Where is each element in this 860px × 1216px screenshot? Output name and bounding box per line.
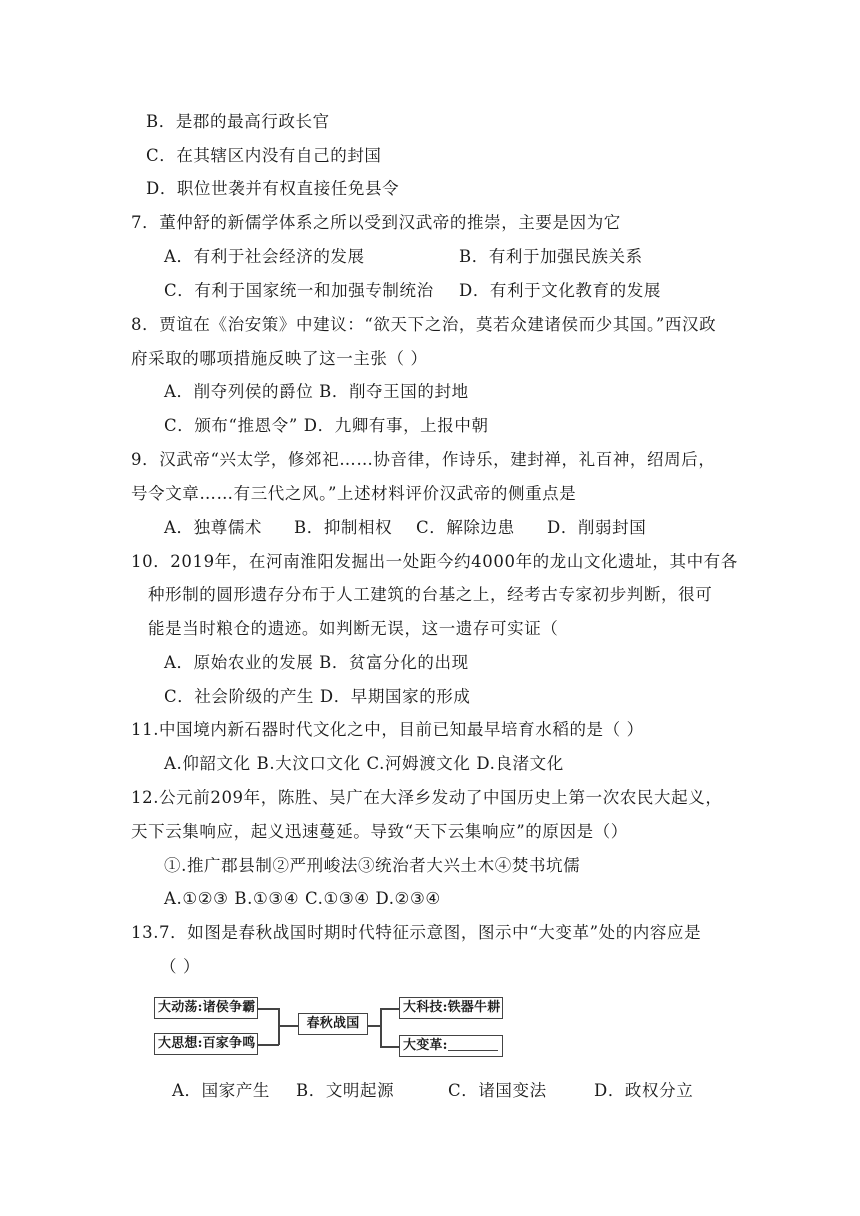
q8-options-ab: A．削夺列侯的爵位 B．削夺王国的封地	[164, 382, 469, 401]
q13-option-b: B．文明起源	[296, 1081, 395, 1100]
q7-option-b: B．有利于加强民族关系	[459, 247, 643, 266]
q12-stem-line2: 天下云集响应，起义迅速蔓延。导致“天下云集响应”的原因是（）	[131, 822, 628, 841]
diagram-connector	[257, 1044, 279, 1046]
q8-stem-line2: 府采取的哪项措施反映了这一主张（ ）	[131, 349, 428, 368]
q12-options: A.①②③ B.①③④ C.①③④ D.②③④	[164, 889, 441, 908]
q9-stem-line1: 9．汉武帝“兴太学，修郊祀……协音律，作诗乐，建封禅，礼百神，绍周后，	[131, 450, 716, 469]
q7-option-c: C．有利于国家统一和加强专制统治	[164, 281, 434, 300]
diagram-reform-blank	[448, 1038, 498, 1051]
diagram-reform-label: 大变革:	[403, 1038, 448, 1053]
diagram-connector	[367, 1025, 381, 1027]
diagram-box-turmoil: 大动荡:诸侯争霸	[154, 997, 258, 1019]
q13-option-d: D．政权分立	[594, 1081, 694, 1100]
diagram-connector	[257, 1008, 279, 1010]
q10-stem-line2: 种形制的圆形遗存分布于人工建筑的台基之上，经考古专家初步判断，很可	[148, 585, 713, 604]
diagram-box-thought: 大思想:百家争鸣	[154, 1033, 258, 1055]
q6-option-b: B．是郡的最高行政长官	[146, 112, 330, 131]
q7-option-a: A．有利于社会经济的发展	[164, 247, 365, 266]
q13-option-a: A．国家产生	[172, 1081, 271, 1100]
q11-stem: 11.中国境内新石器时代文化之中，目前已知最早培育水稻的是（ ）	[131, 720, 644, 739]
q9-option-a: A．独尊儒术	[164, 518, 263, 537]
q13-stem: 13.7．如图是春秋战国时期时代特征示意图，图示中“大变革”处的内容应是	[131, 923, 702, 942]
q8-stem-line1: 8．贾谊在《治安策》中建议：“欲天下之治，莫若众建诸侯而少其国。”西汉政	[131, 315, 717, 334]
q13-paren: （ ）	[160, 957, 201, 976]
q9-option-b: B．抑制相权	[294, 518, 393, 537]
era-feature-diagram	[154, 993, 504, 1059]
q10-stem-line3: 能是当时粮仓的遗迹。如判断无误，这一遗存可实证（	[148, 619, 559, 638]
diagram-connector	[380, 1046, 399, 1048]
diagram-connector	[380, 1008, 382, 1047]
q10-stem-line1: 10．2019年，在河南淮阳发掘出一处距今约4000年的龙山文化遗址，其中有各	[131, 552, 738, 571]
q9-stem-line2: 号令文章……有三代之风。”上述材料评价汉武帝的侧重点是	[131, 484, 577, 503]
q6-option-d: D．职位世袭并有权直接任免县令	[146, 179, 400, 198]
diagram-box-reform	[399, 1035, 503, 1057]
diagram-connector	[380, 1008, 399, 1010]
q11-options: A.仰韶文化 B.大汶口文化 C.河姆渡文化 D.良渚文化	[164, 754, 564, 773]
q12-items: ①.推广郡县制②严刑峻法③统治者大兴土木④焚书坑儒	[164, 856, 581, 875]
q13-option-c: C．诸国变法	[448, 1081, 547, 1100]
diagram-box-technology: 大科技:铁器牛耕	[399, 997, 503, 1019]
diagram-connector	[278, 1008, 280, 1045]
q10-options-cd: C．社会阶级的产生 D．早期国家的形成	[164, 687, 471, 706]
q9-option-c: C．解除边患	[416, 518, 515, 537]
diagram-connector	[278, 1025, 298, 1027]
diagram-box-center: 春秋战国	[298, 1013, 368, 1035]
q7-stem: 7．董仲舒的新儒学体系之所以受到汉武帝的推崇，主要是因为它	[131, 213, 621, 232]
q8-options-cd: C．颁布“推恩令” D．九卿有事，上报中朝	[164, 416, 489, 435]
q6-option-c: C．在其辖区内没有自己的封国	[146, 146, 382, 165]
q9-option-d: D．削弱封国	[547, 518, 647, 537]
q7-option-d: D．有利于文化教育的发展	[459, 281, 661, 300]
q10-options-ab: A．原始农业的发展 B．贫富分化的出现	[164, 653, 469, 672]
q12-stem-line1: 12.公元前209年，陈胜、吴广在大泽乡发动了中国历史上第一次农民大起义，	[131, 788, 723, 807]
